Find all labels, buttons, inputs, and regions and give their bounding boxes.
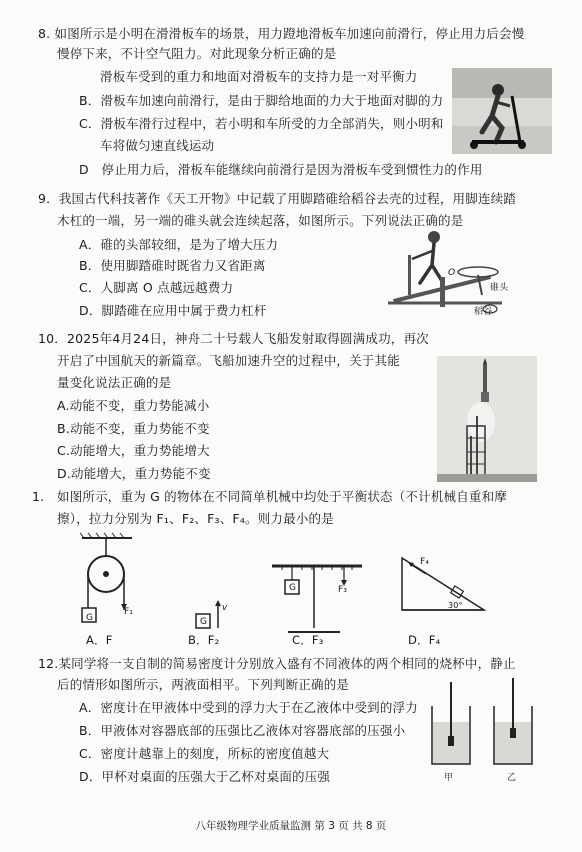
q9-option-a: A．碓的头部较细，是为了增大压力 <box>79 237 279 252</box>
incline-force-label: F₄ <box>420 557 430 567</box>
q8-option-a: 滑板车受到的重力和地面对滑板车的支持力是一对平衡力 <box>100 69 418 84</box>
q11-stem-line1: 如图所示，重为 G 的物体在不同简单机械中均处于平衡状态（不计机械自重和摩 <box>57 489 508 504</box>
q11-option-b: B．F₂ <box>188 633 220 647</box>
q12-option-a: A．密度计在甲液体中受到的浮力大于在乙液体中受到的浮力 <box>79 700 418 715</box>
rocket-launch-photo <box>437 356 537 482</box>
q10-option-c: C.动能增大，重力势能增大 <box>57 443 210 458</box>
q12-option-b: B．甲液体对容器底部的压强比乙液体对容器底部的压强小 <box>79 723 406 738</box>
q8-option-c-line1: C．滑板车滑行过程中，若小明和车所受的力全部消失，则小明和 <box>79 116 444 131</box>
q11-option-a: A．F <box>86 633 113 647</box>
q11-option-c: C．F₃ <box>292 633 324 647</box>
foot-pestle-diagram <box>382 225 532 320</box>
q9-stem-line1: 9．我国古代科技著作《天工开物》中记载了用脚踏碓给稻谷去壳的过程，用脚连续踏 <box>38 191 517 206</box>
q10-option-b: B.动能不变，重力势能不变 <box>57 421 210 436</box>
q9-stem-line2: 木杠的一端，另一端的碓头就会连续起落，如图所示。下列说法正确的是 <box>57 213 464 228</box>
lever-weight-label: G <box>289 583 297 593</box>
cup-label-left: 甲 <box>444 773 454 783</box>
velocity-label: v <box>222 603 228 613</box>
q10-option-d: D.动能增大，重力势能不变 <box>57 466 211 481</box>
pestle-head-label: 碓头 <box>490 283 509 293</box>
q11-option-d: D．F₄ <box>408 633 441 647</box>
q8-option-d: D 停止用力后，滑板车能继续向前滑行是因为滑板车受到惯性力的作用 <box>79 162 483 177</box>
q9-option-d: D．脚踏碓在应用中属于费力杠杆 <box>79 303 267 318</box>
q9-option-c: C．人脚离 O 点越远越费力 <box>79 280 234 295</box>
q8-option-b: B．滑板车加速向前滑行，是由于脚给地面的力大于地面对脚的力 <box>79 93 444 108</box>
q9-option-b: B．使用脚踏碓时既省力又省距离 <box>79 258 266 273</box>
incline-angle-label: 30° <box>448 601 463 610</box>
pulley-weight-label: G <box>86 613 94 623</box>
q8-option-c-line2: 车将做匀速直线运动 <box>100 138 215 153</box>
q10-stem-line1: 10．2025年4月24日，神舟二十号载人飞船发射取得圆满成功，再次 <box>38 331 429 346</box>
lever-figure <box>268 556 368 636</box>
incline-figure <box>398 554 488 614</box>
pivot-label-o: O <box>448 268 456 278</box>
q10-stem-line3: 量变化说法正确的是 <box>57 375 172 390</box>
q11-stem-line2: 擦），拉力分别为 F₁、F₂、F₃、F₄。则力最小的是 <box>57 511 334 526</box>
block-weight-label: G <box>200 617 208 627</box>
page-footer: 八年级物理学业质量监测 第 3 页 共 8 页 <box>195 820 387 832</box>
q10-option-a: A.动能不变，重力势能减小 <box>57 398 210 413</box>
q12-option-c: C．密度计越靠上的刻度，所标的密度值越大 <box>79 746 330 761</box>
q10-stem-line2: 开启了中国航天的新篇章。飞船加速升空的过程中，关于其能 <box>57 353 400 368</box>
cup-label-right: 乙 <box>507 773 517 783</box>
q8-stem-line2: 慢停下来，不计空气阻力。对此现象分析正确的是 <box>57 46 337 61</box>
rice-label: 稻谷 <box>474 307 493 317</box>
hydrometer-cups-figure <box>428 676 538 768</box>
lever-force-label: F₃ <box>338 585 348 595</box>
q12-stem-line2: 后的情形如图所示，两液面相平。下列判断正确的是 <box>57 677 350 692</box>
q8-stem-line1: 8. 如图所示是小明在滑滑板车的场景，用力蹬地滑板车加速向前滑行，停止用力后会慢 <box>38 26 525 41</box>
q12-option-d: D．甲杯对桌面的压强大于乙杯对桌面的压强 <box>79 769 331 784</box>
q11-number: 1. <box>32 489 45 504</box>
q12-stem-line1: 12.某同学将一支自制的简易密度计分别放入盛有不同液体的两个相同的烧杯中，静止 <box>38 656 516 671</box>
scooter-photo <box>452 68 552 154</box>
pulley-force-label: F₁ <box>124 607 134 617</box>
